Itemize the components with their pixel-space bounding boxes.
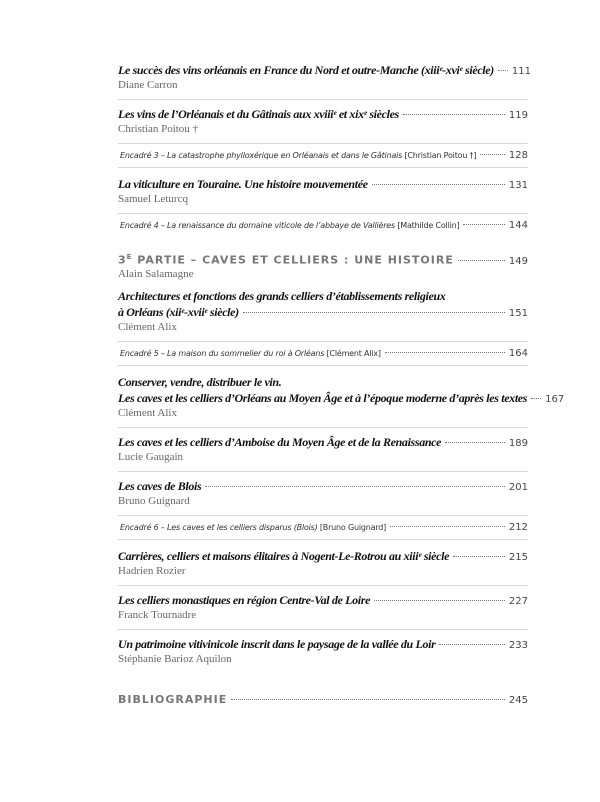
- page-number: 144: [508, 220, 528, 231]
- part-title: $3^E$ PARTIE – CAVES ET CELLIERS : UNE HISTOIRE: [118, 253, 454, 267]
- entry-title: Carrières, celliers et maisons élitaires à Nogent-Le-Rotrou au xiiiᵉ siècle: [118, 548, 450, 563]
- page-number: 212: [508, 521, 528, 533]
- dot-leader: [531, 398, 541, 399]
- entry-author: Christian Poitou †: [118, 123, 199, 135]
- entry-author: Franck Tournadre: [118, 608, 197, 621]
- separator: [118, 585, 528, 586]
- page-number: 167: [545, 393, 565, 405]
- page-number: 131: [508, 180, 528, 191]
- entry-author: Clément Alix: [118, 320, 177, 333]
- separator: [118, 539, 528, 540]
- dot-leader: [445, 442, 505, 443]
- separator: [118, 213, 528, 214]
- toc-entry: [118, 434, 528, 472]
- dot-leader: [403, 114, 505, 115]
- dot-leader: [372, 184, 505, 185]
- encadre-text: Encadré 5 – La maison du sommelier du roi à Orléans [Clément Alix]: [120, 348, 381, 358]
- page-number: 119: [508, 110, 528, 121]
- entry-author: Diane Carron: [118, 79, 178, 91]
- toc-entry: [118, 548, 528, 586]
- separator: [118, 341, 528, 342]
- entry-title: Les caves et les celliers d’Amboise du Moyen Âge et de la Renaissance: [118, 434, 442, 449]
- entry-title: Les vins de l’Orléanais et du Gâtinais aux xviiiᵉ et xixᵉ siècles: [118, 107, 399, 121]
- dot-leader: [463, 224, 505, 225]
- dot-leader: [243, 312, 505, 313]
- dot-leader: [480, 154, 505, 155]
- entry-title: Un patrimoine vitivinicole inscrit dans le paysage de la vallée du Loir: [118, 636, 436, 651]
- toc-entry: [118, 62, 531, 100]
- separator: [118, 427, 528, 428]
- part-author: Alain Salamagne: [118, 267, 194, 280]
- encadre-text: Encadré 3 – La catastrophe phylloxérique en Orléanais et dans le Gâtinais [Christian Poitou †]: [120, 151, 477, 160]
- toc-entry: [118, 106, 528, 144]
- separator: [118, 365, 528, 366]
- separator: [118, 471, 528, 472]
- page-number: 201: [508, 481, 528, 493]
- entry-author: Bruno Guignard: [118, 494, 190, 507]
- entry-author: Stéphanie Barioz Aquilon: [118, 652, 232, 665]
- page-number: 233: [508, 639, 528, 651]
- separator: [118, 515, 528, 516]
- separator: [118, 629, 528, 630]
- encadre-entry: [118, 150, 528, 161]
- page-number: 149: [508, 255, 528, 267]
- entry-author: Lucie Gaugain: [118, 450, 184, 463]
- encadre-text: Encadré 6 – Les caves et les celliers disparus (Blois) [Bruno Guignard]: [120, 522, 387, 532]
- entry-title-line-1: Architectures et fonctions des grands celliers d’établissements religieux: [118, 288, 446, 303]
- separator: [118, 143, 528, 144]
- part-heading: [118, 253, 528, 282]
- dot-leader: [385, 352, 505, 353]
- dot-leader: [439, 644, 504, 645]
- dot-leader: [458, 260, 505, 261]
- dot-leader: [374, 600, 505, 601]
- table-of-contents: [118, 62, 565, 712]
- toc-entry: [118, 374, 565, 428]
- page-number: 189: [508, 437, 528, 449]
- dot-leader: [498, 70, 508, 71]
- toc-entry: [118, 478, 528, 516]
- entry-title-line-1: Conserver, vendre, distribuer le vin.: [118, 374, 282, 389]
- entry-title: Les caves de Blois: [118, 478, 202, 493]
- toc-entry: [118, 288, 528, 342]
- page-number: 215: [508, 551, 528, 563]
- encadre-text: Encadré 4 – La renaissance du domaine viticole de l’abbaye de Vallières [Mathilde Collin]: [120, 221, 460, 230]
- entry-title: La viticulture en Touraine. Une histoire mouvementée: [118, 177, 368, 191]
- bibliography-heading: [118, 693, 528, 706]
- dot-leader: [453, 556, 505, 557]
- page-number: 151: [508, 307, 528, 319]
- page-number: 227: [508, 595, 528, 607]
- entry-title: Le succès des vins orléanais en France du Nord et outre-Manche (xiiiᵉ-xviᵉ siècle): [118, 63, 494, 77]
- entry-title-line-2: à Orléans (xiiᵉ-xviiᵉ siècle): [118, 304, 239, 319]
- dot-leader: [390, 526, 505, 527]
- page-number: 111: [511, 66, 531, 77]
- dot-leader: [205, 486, 505, 487]
- encadre-entry: [118, 348, 528, 359]
- bibliography-title: BIBLIOGRAPHIE: [118, 692, 228, 706]
- page-number: 245: [508, 694, 528, 706]
- page-number: 164: [508, 347, 528, 359]
- entry-title: Les celliers monastiques en région Centre-Val de Loire: [118, 592, 371, 607]
- entry-author: Clément Alix: [118, 406, 177, 419]
- entry-author: Samuel Leturcq: [118, 193, 188, 205]
- entry-author: Hadrien Rozier: [118, 564, 186, 577]
- toc-entry: [118, 636, 528, 667]
- toc-entry: [118, 176, 528, 214]
- encadre-entry: [118, 220, 528, 231]
- separator: [118, 99, 528, 100]
- dot-leader: [231, 699, 505, 700]
- separator: [118, 167, 528, 168]
- page-number: 128: [508, 150, 528, 161]
- toc-entry: [118, 592, 528, 630]
- entry-title-line-2: Les caves et les celliers d’Orléans au Moyen Âge et à l’époque moderne d’après les textes: [118, 390, 528, 405]
- encadre-entry: [118, 522, 528, 533]
